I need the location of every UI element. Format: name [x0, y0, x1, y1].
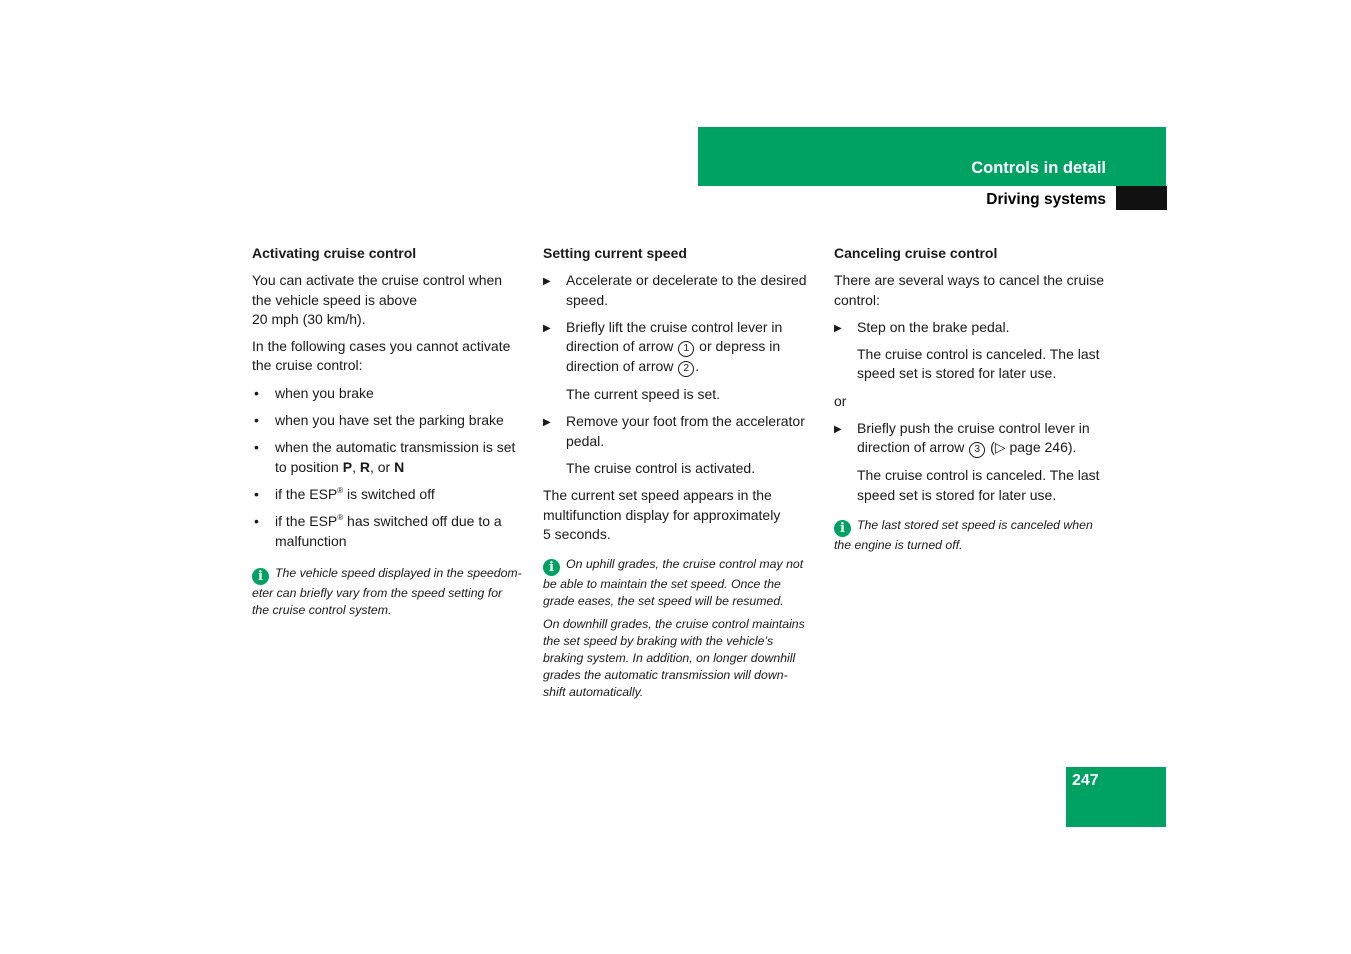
step-item: ▶ Remove your foot from the accelerator pedal.	[543, 413, 805, 449]
arrow-number-1: 1	[678, 341, 694, 357]
result-text: The current speed is set.	[566, 386, 721, 403]
step-item: ▶ Briefly push the cruise control lever in direction of arrow 3 (▷ page 246).	[834, 419, 1108, 458]
note-speedometer: i The vehicle speed displayed in the speedom- eter can briefly vary from the speed setting for the cruise control system.	[252, 565, 522, 617]
subsection-title: Driving systems	[986, 191, 1106, 208]
gear-p: P	[342, 458, 353, 475]
list-item: • if the ESP® has switched off due to a malfunction	[254, 513, 502, 549]
section-title: Controls in detail	[971, 159, 1106, 177]
arrow-number-2: 2	[678, 361, 694, 377]
result-text: The cruise control is canceled. The last speed set is stored for later use.	[857, 346, 1100, 382]
page-number: 247	[1072, 772, 1099, 789]
step-item: ▶ Accelerate or decelerate to the desired speed.	[543, 272, 807, 308]
list-item: • if the ESP® is switched off	[252, 485, 526, 504]
heading-activating: Activating cruise control	[252, 245, 417, 261]
gear-n: N	[394, 458, 405, 475]
step-arrow-icon: ▶	[834, 322, 842, 334]
column-setting-speed	[543, 244, 817, 707]
step-arrow-icon: ▶	[543, 276, 551, 288]
step-arrow-icon: ▶	[543, 322, 551, 334]
paragraph-cannot-activate: In the following cases you cannot activate the cruise control:	[252, 338, 511, 374]
info-icon: i	[543, 559, 560, 576]
step-arrow-icon: ▶	[834, 424, 842, 436]
paragraph-activation-speed: You can activate the cruise control when the vehicle speed is above 20 mph (30 km/h).	[252, 272, 503, 327]
bullet-mark: •	[254, 384, 259, 401]
step-item: ▶ Step on the brake pedal.	[834, 318, 1108, 337]
bullet-mark: •	[254, 412, 259, 429]
column-activating	[252, 244, 526, 625]
paragraph-display: The current set speed appears in the multifunction display for approximately 5 seconds.	[543, 487, 781, 542]
bullet-mark: •	[254, 513, 259, 530]
note-engine-off: i The last stored set speed is canceled when the engine is turned off.	[834, 517, 1093, 552]
paragraph-ways-to-cancel: There are several ways to cancel the cruise control:	[834, 272, 1105, 308]
note-uphill: i On uphill grades, the cruise control may not be able to maintain the set speed. Once the grade eases, the set speed will be resumed.	[543, 557, 804, 609]
heading-canceling: Canceling cruise control	[834, 245, 998, 261]
arrow-number-3: 3	[969, 442, 985, 458]
info-icon: i	[252, 568, 269, 585]
bullet-mark: •	[254, 485, 259, 502]
gear-r: R	[359, 458, 370, 475]
result-text: The cruise control is activated.	[566, 460, 756, 477]
list-item: • when you have set the parking brake	[252, 411, 526, 430]
step-arrow-icon: ▶	[543, 417, 551, 429]
step-item: ▶ Briefly lift the cruise control lever in direction of arrow 1 or depress in direction of arrow 2 .	[543, 318, 817, 377]
column-canceling	[834, 244, 1108, 560]
section-tab-marker	[1116, 186, 1167, 210]
heading-setting-speed: Setting current speed	[543, 245, 687, 261]
result-text: The cruise control is canceled. The last speed set is stored for later use.	[857, 467, 1100, 503]
info-icon: i	[834, 520, 851, 537]
note-downhill: On downhill grades, the cruise control maintains the set speed by braking with the vehicle’s braking system. In addition, on longer downhill grades the automatic transmission will down- shift automatically.	[543, 617, 805, 700]
page-reference: (▷ page 246).	[986, 439, 1077, 456]
list-item: • when the automatic transmission is set to position P, R, or N	[254, 439, 516, 475]
header-band	[698, 127, 1166, 186]
or-text: or	[834, 392, 847, 409]
page-number-box	[1066, 767, 1166, 827]
list-item: • when you brake	[252, 384, 526, 403]
bullet-mark: •	[254, 439, 259, 456]
